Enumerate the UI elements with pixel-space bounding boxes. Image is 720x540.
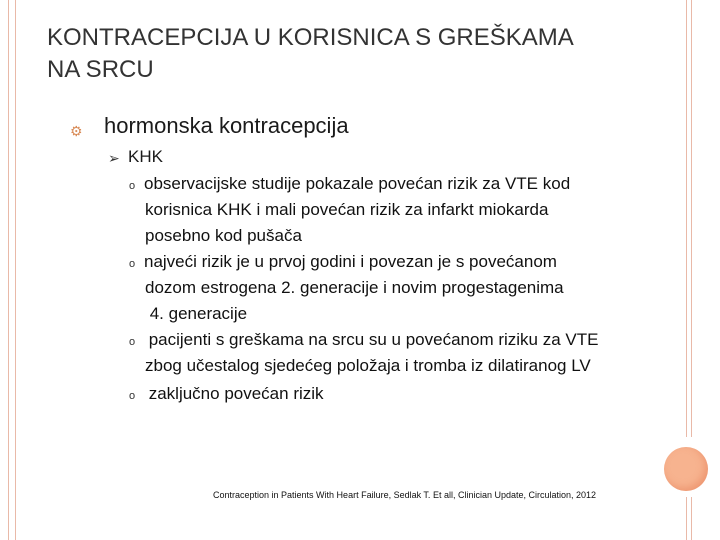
item-line: observacijske studije pokazale povećan rizik za VTE kod <box>144 174 571 193</box>
slide-title <box>47 22 687 86</box>
title-line-2: NA SRCU <box>47 56 154 83</box>
level2-text: KHK <box>128 147 163 166</box>
list-item <box>129 171 570 249</box>
slide-frame-left <box>8 0 16 540</box>
item-line: zaključno povećan rizik <box>144 384 324 403</box>
item-line: posebno kod pušača <box>145 226 302 245</box>
item-line: 4. generacije <box>145 304 248 323</box>
level1-text: hormonska kontracepcija <box>104 113 349 138</box>
circle-bullet-icon: o <box>129 258 136 270</box>
item-line: korisnica KHK i mali povećan rizik za infarkt miokarda <box>145 200 549 219</box>
list-item <box>129 327 598 379</box>
item-line: zbog učestalog sjedećeg položaja i tromba iz dilatiranog LV <box>145 356 591 375</box>
item-line: najveći rizik je u prvoj godini i povezan je s povećanom <box>144 252 557 271</box>
circle-bullet-icon: o <box>129 180 136 192</box>
list-item <box>129 249 564 327</box>
accent-circle <box>664 447 708 491</box>
item-line: dozom estrogena 2. generacije i novim progestagenima <box>145 278 564 297</box>
circle-bullet-icon: o <box>129 390 136 402</box>
flower-bullet-icon: ⚙ <box>70 123 83 139</box>
title-line-1: KONTRACEPCIJA U KORISNICA S GREŠKAMA <box>47 24 574 51</box>
arrow-bullet-icon: ➢ <box>108 150 120 166</box>
list-item <box>129 381 324 407</box>
circle-bullet-icon: o <box>129 336 136 348</box>
citation-footnote: Contraception in Patients With Heart Failure, Sedlak T. Et all, Clinician Update, Circulation, 2012 <box>213 490 597 500</box>
item-line: pacijenti s greškama na srcu su u povećanom riziku za VTE <box>144 330 599 349</box>
